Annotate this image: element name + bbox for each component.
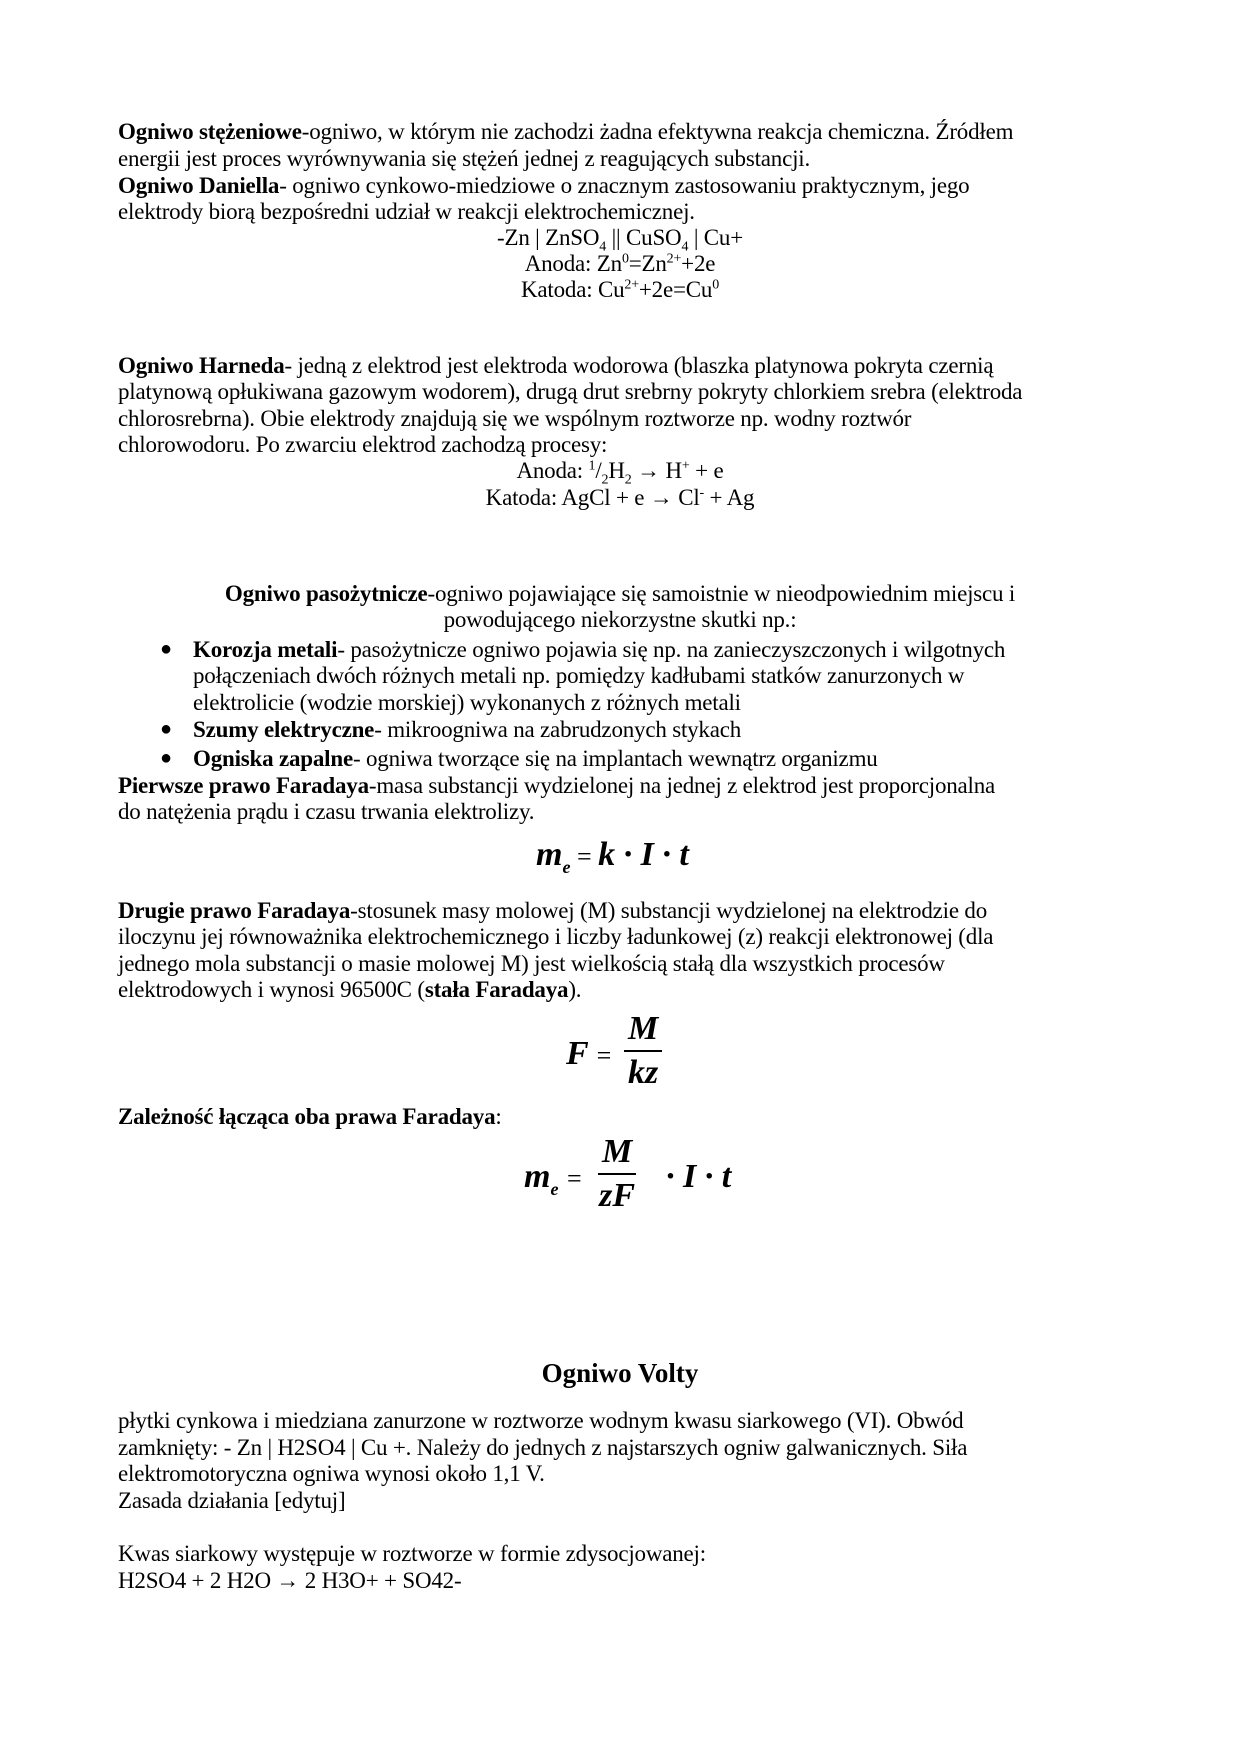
- harneda-anoda: [0, 457, 1240, 488]
- faraday2-line-1: [118, 897, 987, 925]
- bullet-term: Szumy elektryczne: [193, 717, 375, 742]
- subscript: e: [550, 1178, 559, 1199]
- formula-symbol: k · I · t: [598, 836, 689, 873]
- bullet-text: - pasożytnicze ogniwo pojawia się np. na zanieczyszczonych i wilgotnych: [337, 637, 1006, 662]
- volty-line-4: Zasada działania [edytuj]: [118, 1488, 346, 1513]
- term-harneda: Ogniwo Harneda: [118, 353, 285, 378]
- pasozytnicze-line-2: powodującego niekorzystne skutki np.:: [443, 607, 797, 632]
- definition-text: -ogniwo, w którym nie zachodzi żadna efektywna reakcja chemiczna. Źródłem: [301, 119, 1014, 144]
- harneda-line-3: chlorosrebrna). Obie elektrody znajdują się we wspólnym roztworze np. wodny roztwór: [118, 406, 912, 431]
- subscript: 4: [599, 239, 607, 255]
- bullet-item-ogniska: [193, 745, 878, 773]
- pasozytnicze-line-1: [0, 580, 1240, 608]
- subscript: 2: [624, 472, 632, 488]
- term-zaleznosc: Zależność łącząca oba prawa Faradaya: [118, 1104, 496, 1129]
- term-faraday1: Pierwsze prawo Faradaya: [118, 773, 369, 798]
- superscript: 2+: [666, 251, 682, 267]
- equation-part: /: [595, 458, 602, 483]
- term-stala-faradaya: stała Faradaya: [424, 977, 569, 1002]
- harneda-line-1: [118, 352, 993, 380]
- zaleznosc-fraction: [598, 1133, 636, 1215]
- scheme-part: | Cu+: [688, 225, 743, 250]
- term-stezeniowe: Ogniwo stężeniowe: [118, 119, 302, 144]
- definition-text: ).: [568, 977, 582, 1002]
- daniella-line-1: [118, 172, 969, 200]
- bullet-item-korozja: [193, 636, 1005, 664]
- definition-text: elektrodowych i wynosi 96500C (: [118, 977, 425, 1002]
- equals-sign: =: [596, 1041, 612, 1070]
- equation-part: Katoda: Cu: [520, 277, 625, 302]
- equation-part: H: [608, 458, 625, 483]
- term-faraday2: Drugie prawo Faradaya: [118, 898, 351, 923]
- daniella-anoda: [0, 250, 1240, 278]
- daniella-cell-scheme: [0, 224, 1240, 255]
- bullet-item-szumy: [193, 716, 741, 744]
- subscript: 2: [601, 472, 609, 488]
- daniella-katoda: [0, 276, 1240, 304]
- denominator: kz: [628, 1054, 659, 1091]
- numerator: M: [598, 1133, 636, 1175]
- superscript: 2+: [624, 277, 639, 293]
- term-daniella: Ogniwo Daniella: [118, 173, 280, 198]
- scheme-part: || CuSO: [606, 225, 682, 250]
- equation-part: =Zn: [628, 251, 667, 276]
- bullet-item-korozja-cont-2: elektrolicie (wodzie morskiej) wykonanych z różnych metali: [193, 690, 741, 715]
- harneda-line-2: platynową opłukiwana gazowym wodorem), drugą drut srebrny pokryty chlorkiem srebra (elektroda: [118, 379, 1023, 404]
- equation-part: Anoda: Zn: [524, 251, 622, 276]
- harneda-katoda: [0, 484, 1240, 512]
- zaleznosc-formula-lhs: [524, 1158, 582, 1199]
- definition-text: - jedną z elektrod jest elektroda wodorowa (blaszka platynowa pokryta czernią: [284, 353, 994, 378]
- faraday2-fraction: [624, 1010, 662, 1092]
- equals-sign: =: [566, 1164, 582, 1193]
- faraday2-formula-lhs: [566, 1035, 611, 1073]
- definition-text: -ogniwo pojawiające się samoistnie w nieodpowiednim miejscu i: [427, 581, 1016, 606]
- faraday1-line-1: [118, 772, 995, 800]
- superscript: 1: [588, 458, 596, 474]
- subscript: e: [562, 856, 571, 877]
- stezeniowe-line-2: energii jest proces wyrównywania się stężeń jednej z reagujących substancji.: [118, 146, 811, 171]
- equation-part: H: [665, 458, 682, 483]
- bullet-icon: ●: [160, 718, 173, 740]
- numerator: M: [624, 1010, 662, 1052]
- bullet-term: Ogniska zapalne: [193, 746, 353, 771]
- bullet-icon: ●: [160, 747, 173, 769]
- faraday2-line-2: iloczynu jej równoważnika elektrochemicznego i liczby ładunkowej (z) reakcji elektronowej (dla: [118, 924, 994, 949]
- equation-part: Cl: [678, 485, 700, 510]
- subscript: 4: [681, 239, 689, 255]
- zaleznosc-line: [118, 1103, 502, 1131]
- arrow-icon: →: [631, 458, 666, 483]
- zaleznosc-formula-rhs: · I · t: [666, 1158, 732, 1195]
- equation-part: + Ag: [704, 485, 755, 510]
- faraday2-line-3: jednego mola substancji o masie molowej M) jest wielkością stałą dla wszystkich procesów: [118, 951, 945, 976]
- equation-part: Anoda:: [516, 458, 589, 483]
- equation-part: +2e=Cu: [638, 277, 713, 302]
- formula-symbol: F: [566, 1035, 589, 1072]
- bullet-text: - mikroogniwa na zabrudzonych stykach: [374, 717, 742, 742]
- definition-text: -stosunek masy molowej (M) substancji wydzielonej na elektrodzie do: [350, 898, 988, 923]
- superscript: -: [699, 485, 704, 501]
- bullet-text: - ogniwa tworzące się na implantach wewnątrz organizmu: [352, 746, 878, 771]
- equation-part: + e: [689, 458, 724, 483]
- equation-part: Katoda: AgCl + e: [485, 485, 645, 510]
- equals-sign: =: [570, 842, 599, 871]
- stezeniowe-line-1: [118, 118, 1013, 146]
- volty-line-3: elektromotoryczna ogniwa wynosi około 1,1 V.: [118, 1461, 545, 1486]
- equation-part: +2e: [681, 251, 716, 276]
- daniella-line-2: elektrody biorą bezpośredni udział w reakcji elektrochemicznej.: [118, 199, 695, 224]
- volty-line-5: Kwas siarkowy występuje w roztworze w formie zdysocjowanej:: [118, 1541, 706, 1566]
- definition-text: - ogniwo cynkowo-miedziowe o znacznym zastosowaniu praktycznym, jego: [279, 173, 970, 198]
- definition-text: :: [495, 1104, 502, 1129]
- bullet-term: Korozja metali: [193, 637, 338, 662]
- term-pasozytnicze: Ogniwo pasożytnicze: [224, 581, 428, 606]
- volty-line-2: zamknięty: - Zn | H2SO4 | Cu +. Należy do jednych z najstarszych ogniw galwanicznych. Siła: [118, 1435, 968, 1460]
- denominator: zF: [599, 1177, 636, 1214]
- harneda-line-4: chlorowodoru. Po zwarciu elektrod zachodzą procesy:: [118, 432, 608, 457]
- volty-heading: Ogniwo Volty: [541, 1358, 699, 1388]
- volty-line-1: płytki cynkowa i miedziana zanurzone w roztworze wodnym kwasu siarkowego (VI). Obwód: [118, 1408, 964, 1433]
- formula-symbol: m: [524, 1158, 551, 1195]
- volty-line-6: H2SO4 + 2 H2O → 2 H3O+ + SO42-: [118, 1568, 462, 1593]
- superscript: +: [681, 458, 690, 474]
- scheme-part: -Zn | ZnSO: [497, 225, 600, 250]
- arrow-icon: →: [644, 485, 679, 510]
- definition-text: -masa substancji wydzielonej na jednej z elektrod jest proporcjonalna: [368, 773, 996, 798]
- superscript: 0: [621, 251, 629, 267]
- faraday1-formula: [536, 836, 689, 877]
- faraday1-line-2: do natężenia prądu i czasu trwania elektrolizy.: [118, 799, 535, 824]
- superscript: 0: [712, 277, 719, 293]
- faraday2-line-4: [118, 976, 581, 1004]
- bullet-icon: ●: [160, 638, 173, 660]
- bullet-item-korozja-cont-1: połączeniach dwóch różnych metali np. pomiędzy kadłubami statków zanurzonych w: [193, 663, 965, 688]
- formula-symbol: m: [536, 836, 563, 873]
